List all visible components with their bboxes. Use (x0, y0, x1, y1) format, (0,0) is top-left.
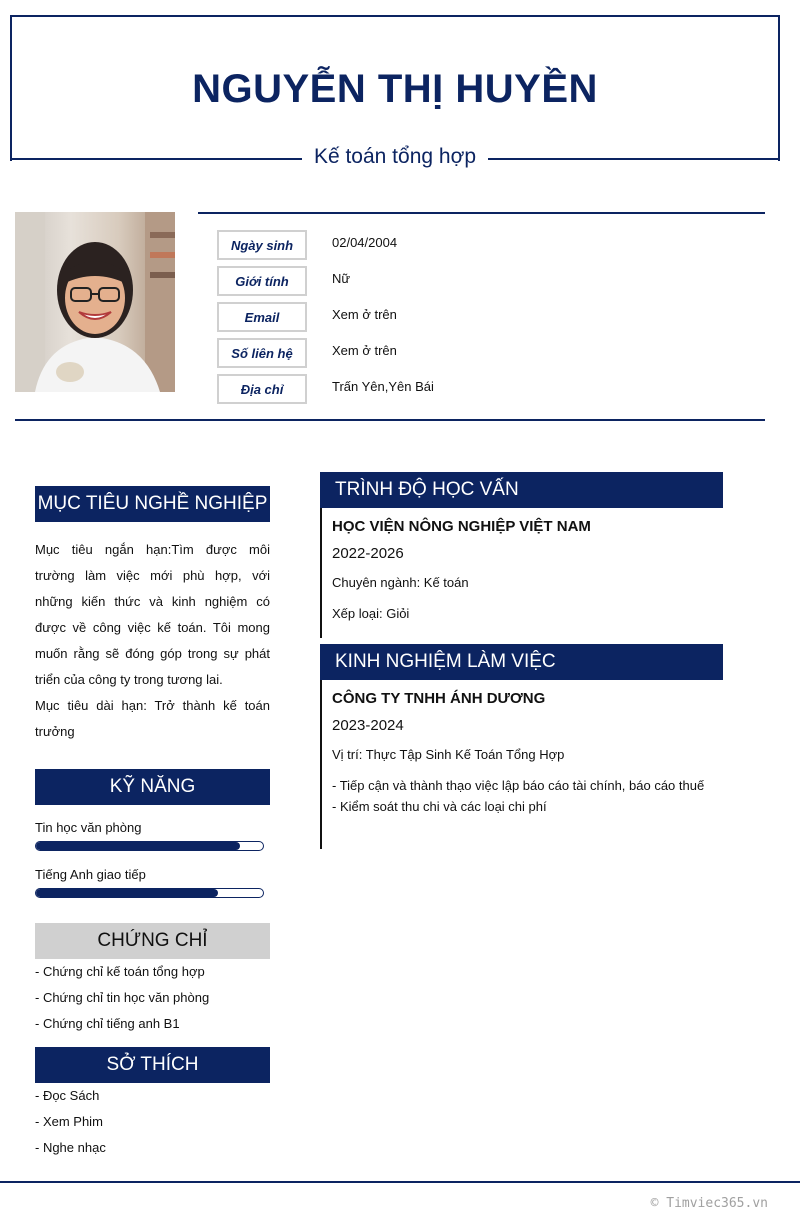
info-row-birthday (217, 227, 434, 263)
company-name: CÔNG TY TNHH ÁNH DƯƠNG (332, 690, 546, 707)
info-value: Xem ở trên (332, 306, 397, 322)
header-divider-left (10, 158, 302, 160)
skill-bar-fill (36, 842, 240, 850)
job-title: Kế toán tổng hợp (313, 145, 477, 168)
info-row-address (217, 371, 434, 407)
skill-name: Tin học văn phòng (35, 820, 142, 835)
list-item: - Chứng chỉ tiếng anh B1 (35, 1016, 180, 1031)
personal-info (217, 227, 434, 407)
experience-period: 2023-2024 (332, 717, 404, 734)
info-row-gender (217, 263, 434, 299)
section-heading-experience: KINH NGHIỆM LÀM VIỆC (320, 644, 723, 680)
skill-bar-fill (36, 889, 218, 897)
section-heading-certificates: CHỨNG CHỈ (35, 923, 270, 959)
info-label: Giới tính (217, 266, 307, 296)
experience-entry (320, 680, 723, 849)
education-entry (320, 508, 723, 638)
skill-bar (35, 841, 264, 851)
education-grade: Xếp loại: Giỏi (332, 606, 410, 621)
info-label: Địa chỉ (217, 374, 307, 404)
header-box (10, 15, 780, 161)
list-item: - Đọc Sách (35, 1088, 100, 1103)
footer-copyright: © Timviec365.vn (650, 1196, 768, 1211)
list-item: - Chứng chỉ kế toán tổng hợp (35, 964, 205, 979)
experience-position: Vị trí: Thực Tập Sinh Kế Toán Tổng Hợp (332, 747, 565, 762)
profile-photo (15, 212, 175, 392)
info-value: Xem ở trên (332, 342, 397, 358)
list-item: - Chứng chỉ tin học văn phòng (35, 990, 210, 1005)
section-heading-education: TRÌNH ĐỘ HỌC VẤN (320, 472, 723, 508)
avatar-portrait (15, 212, 175, 392)
candidate-name: NGUYỄN THỊ HUYỀN (192, 67, 598, 111)
hobbies-section (35, 1047, 270, 1161)
info-row-phone (217, 335, 434, 371)
info-label: Số liên hệ (217, 338, 307, 368)
section-heading-skills: KỸ NĂNG (35, 769, 270, 805)
experience-duty: - Kiểm soát thu chi và các loại chi phí (332, 799, 547, 814)
info-top-divider (198, 212, 765, 214)
list-item: - Nghe nhạc (35, 1140, 106, 1155)
section-divider (15, 419, 765, 421)
skills-section (35, 769, 270, 898)
skill-item (35, 820, 270, 851)
skill-bar (35, 888, 264, 898)
objective-section (35, 486, 270, 745)
school-name: HỌC VIỆN NÔNG NGHIỆP VIỆT NAM (332, 518, 591, 535)
info-value: Trấn Yên,Yên Bái (332, 378, 434, 394)
hobby-list (35, 1083, 270, 1161)
education-major: Chuyên ngành: Kế toán (332, 575, 469, 590)
info-label: Ngày sinh (217, 230, 307, 260)
objective-short-term: Mục tiêu ngắn hạn:Tìm được môi trường làm việc mới phù hợp, với những kiến thức và kinh nghiệm có được về công việc kế toán. Tôi mong muốn rằng sẽ đóng góp trong sự phát triển của công ty trong tương lai. (35, 542, 270, 687)
experience-duty: - Tiếp cận và thành thạo việc lập báo cáo tài chính, báo cáo thuế (332, 778, 705, 793)
info-row-email (217, 299, 434, 335)
certificate-list (35, 959, 270, 1037)
section-heading-objective: MỤC TIÊU NGHỀ NGHIỆP (35, 486, 270, 522)
experience-section (320, 644, 723, 849)
info-label: Email (217, 302, 307, 332)
info-value: 02/04/2004 (332, 234, 398, 250)
objective-long-term: Mục tiêu dài hạn: Trở thành kế toán trưởng (35, 698, 270, 739)
skill-name: Tiếng Anh giao tiếp (35, 867, 146, 882)
skill-item (35, 867, 270, 898)
education-period: 2022-2026 (332, 545, 404, 562)
section-heading-hobbies: SỞ THÍCH (35, 1047, 270, 1083)
header-divider-right (488, 158, 780, 160)
info-value: Nữ (332, 270, 351, 286)
list-item: - Xem Phim (35, 1114, 103, 1129)
certificates-section (35, 923, 270, 1037)
education-section (320, 472, 723, 638)
footer-divider (0, 1181, 800, 1183)
